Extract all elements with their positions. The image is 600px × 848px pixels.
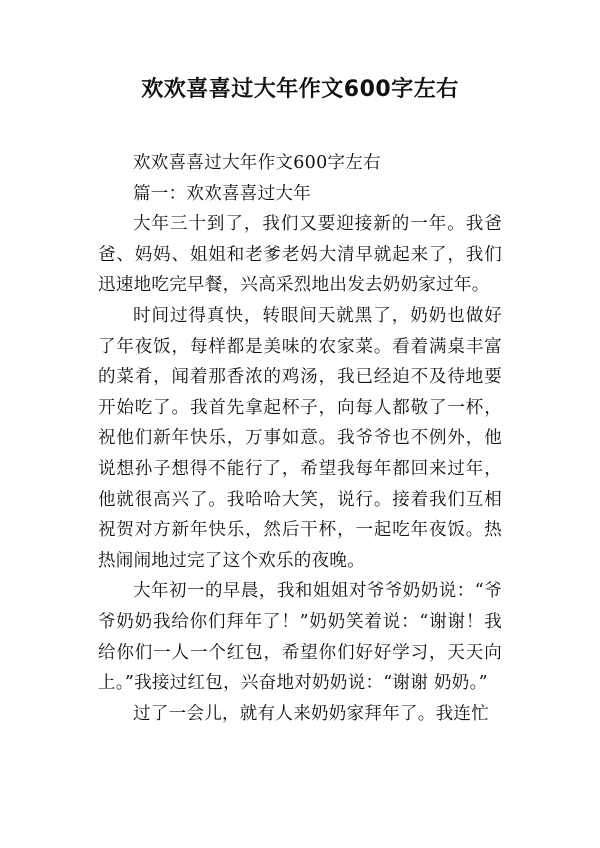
paragraph: 大年初一的早晨，我和姐姐对爷爷奶奶说：“爷爷奶奶我给你们拜年了！”奶奶笑着说：“谢谢！我给你们一人一个红包，希望你们好好学习，天天向上。”我接过红包，兴奋地对奶奶说：“谢谢 奶奶。” xyxy=(98,581,502,694)
document-body xyxy=(98,148,502,729)
section-heading: 篇一：欢欢喜喜过大年 xyxy=(133,183,311,204)
paragraph: 大年三十到了，我们又要迎接新的一年。我爸爸、妈妈、姐姐和老爹老妈大清早就起来了，我们迅速地吃完早餐，兴高采烈地出发去奶奶家过年。 xyxy=(98,214,502,296)
subtitle-line: 欢欢喜喜过大年作文600字左右 xyxy=(133,153,381,173)
paragraph: 时间过得真快，转眼间天就黑了，奶奶也做好了年夜饭，每样都是美味的农家菜。看着满桌丰富的菜肴，闻着那香浓的鸡汤，我已经迫不及待地要开始吃了。我首先拿起杯子，向每人都敬了一杯，祝他们新年快乐，万事如意。我爷爷也不例外，他说想孙子想得不能行了，希望我每年都回来过年，他就很高兴了。我哈哈大笑，说行。接着我们互相祝贺对方新年快乐，然后干杯，一起吃年夜饭。热热闹闹地过完了这个欢乐的夜晚。 xyxy=(98,305,502,571)
paragraph: 过了一会儿，就有人来奶奶家拜年了。我连忙 xyxy=(133,703,489,724)
document-title: 欢欢喜喜过大年作文600字左右 xyxy=(141,77,459,102)
